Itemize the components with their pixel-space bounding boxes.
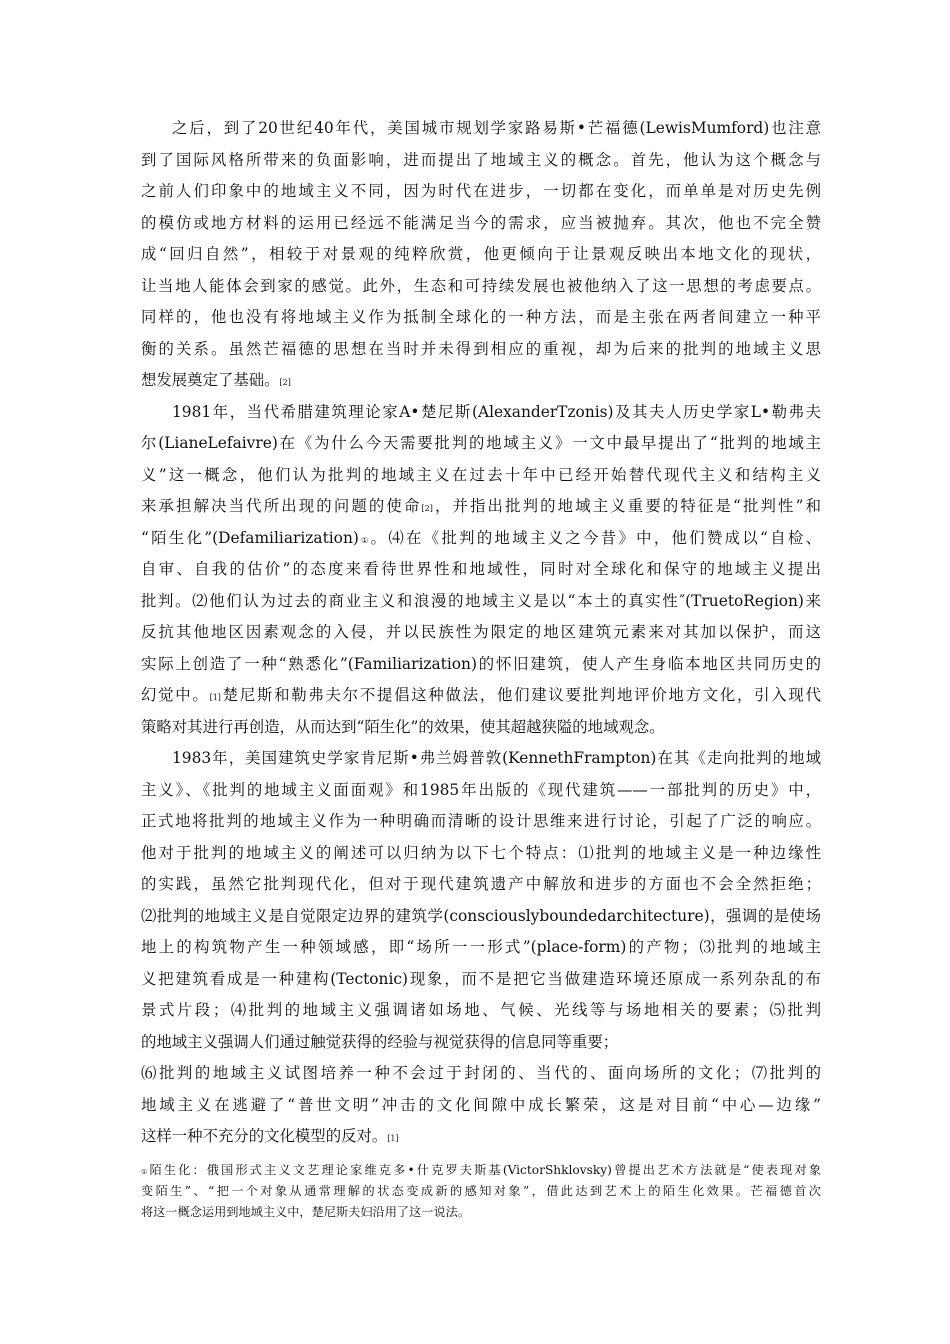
footnote-section xyxy=(141,1160,821,1223)
text-line: 让当地人能体会到家的感觉。此外，生态和可持续发展也被他纳入了这一思想的考虑要点。 xyxy=(141,276,821,295)
text-line: ⑵批判的地域主义是自觉限定边界的建筑学(consciouslyboundedarchitecture)，强调的是使场 xyxy=(141,906,821,925)
text-line: 自审、自我的估价”的态度来看待世界性和地域性，同时对全球化和保守的地域主义提出 xyxy=(141,560,821,578)
text-line: 景式片段；⑷批判的地域主义强调诸如场地、气候、光线等与场地相关的要素；⑸批判 xyxy=(141,1001,821,1019)
footnote-line: 将这一概念运用到地域主义中，楚尼斯夫妇沿用了这一说法。 xyxy=(141,1205,471,1219)
text-segment: 。⑷在《批判的地域主义之今昔》中，他们赞成以“自检、 xyxy=(370,528,822,547)
text-line: 的实践，虽然它批判现代化，但对于现代建筑遗产中解放和进步的方面也不会全然拒绝； xyxy=(141,875,821,893)
text-segment: 幻觉中。 xyxy=(141,686,210,704)
text-line: 尔(LianeLefaivre)在《为什么今天需要批判的地域主义》一文中最早提出了“批判的地域主 xyxy=(141,434,821,452)
footnote-mark: ① xyxy=(141,1168,150,1176)
text-line: 1983年，美国建筑史学家肯尼斯•弗兰姆普敦(KennethFrampton)在其《走向批判的地域 xyxy=(172,749,821,767)
text-segment: 这样一种不充分的文化模型的反对。 xyxy=(141,1127,388,1145)
text-segment: “陌生化”(Defamiliarization) xyxy=(141,528,359,547)
text-segment: ，并指出批判的地域主义重要的特征是“批判性”和 xyxy=(432,497,821,515)
footnote-line xyxy=(141,1160,821,1181)
text-line: 正式地将批判的地域主义作为一种明确而清晰的设计思维来进行讨论，引起了广泛的响应。 xyxy=(141,812,821,830)
text-line xyxy=(141,365,821,397)
text-line: 成“回归自然”，相较于对景观的纯粹欣赏，他更倾向于让景观反映出本地文化的现状， xyxy=(141,245,821,263)
paragraph-1 xyxy=(141,113,821,397)
paragraph-3 xyxy=(141,743,821,1153)
text-line: 1981年，当代希腊建筑理论家A•楚尼斯(AlexanderTzonis)及其夫人历史学家L•勒弗夫 xyxy=(172,402,821,421)
text-line: 策略对其进行再创造，从而达到“陌生化”的效果，使其超越狭隘的地域观念。 xyxy=(141,717,665,736)
text-line: 义”这一概念，他们认为批判的地域主义在过去十年中已经开始替代现代主义和结构主义 xyxy=(141,465,821,484)
text-line: 主义》、《批判的地域主义面面观》和1985年出版的《现代建筑——一部批判的历史》中， xyxy=(141,780,821,799)
text-line: 地域主义在逃避了“普世文明”冲击的文化间隙中成长繁荣，这是对目前“中心—边缘” xyxy=(141,1095,821,1114)
citation-ref: [1] xyxy=(387,1134,399,1143)
text-line: 到了国际风格所带来的负面影响，进而提出了地域主义的概念。首先，他认为这个概念与 xyxy=(141,150,821,169)
text-line: 衡的关系。虽然芒福德的思想在当时并未得到相应的重视，却为后来的批判的地域主义思 xyxy=(141,339,821,358)
text-segment: 来承担解决当代所出现的问题的使命 xyxy=(141,497,422,515)
text-line: 他对于批判的地域主义的阐述可以归纳为以下七个特点：⑴批判的地域主义是一种边缘性 xyxy=(141,843,821,862)
text-line xyxy=(141,523,821,555)
text-line xyxy=(141,680,821,712)
footnote-line: 变陌生”、“把一个对象从通常理解的状态变成新的感知对象”，借此达到艺术上的陌生化效果。芒福德首次 xyxy=(141,1184,821,1198)
text-line: 的模仿或地方材料的运用已经远不能满足当今的需求，应当被抛弃。其次，他也不完全赞 xyxy=(141,213,821,232)
paragraph-2 xyxy=(141,397,821,744)
text-line: ⑹批判的地域主义试图培养一种不会过于封闭的、当代的、面向场所的文化；⑺批判的 xyxy=(141,1064,821,1082)
citation-ref: [1] xyxy=(209,693,221,702)
text-line: 之后，到了20世纪40年代，美国城市规划学家路易斯•芒福德(LewisMumford)也注意 xyxy=(172,119,821,137)
citation-ref: [2] xyxy=(279,378,291,387)
citation-ref: [2] xyxy=(421,504,433,513)
text-line: 的地域主义强调人们通过触觉获得的经验与视觉获得的信息同等重要； xyxy=(141,1032,619,1051)
text-segment: 楚尼斯和勒弗夫尔不提倡这种做法，他们建议要批判地评价地方文化，引入现代 xyxy=(220,686,821,704)
text-line: 地上的构筑物产生一种领域感，即“场所一一形式”(place-form)的产物；⑶批判的地域主 xyxy=(141,938,821,956)
text-segment: 想发展奠定了基础。 xyxy=(141,371,280,389)
text-line xyxy=(141,1121,821,1153)
text-line: 实际上创造了一种“熟悉化”(Familiarization)的怀旧建筑，使人产生身临本地区共同历史的 xyxy=(141,654,821,673)
text-line: 反抗其他地区因素观念的入侵，并以民族性为限定的地区建筑元素来对其加以保护，而这 xyxy=(141,623,821,641)
text-line xyxy=(141,491,821,523)
text-line: 义把建筑看成是一种建构(Tectonic)现象，而不是把它当做建造环境还原成一系列杂乱的布 xyxy=(141,969,821,988)
footnote-mark: ① xyxy=(358,535,371,545)
text-line: 批判。⑵他们认为过去的商业主义和浪漫的地域主义是以“本土的真实性″(TruetoRegion)来 xyxy=(141,591,821,610)
footnote-text: 陌生化：俄国形式主义文艺理论家维克多•什克罗夫斯基(VictorShklovsky)曾提出艺术方法就是“使表现对象 xyxy=(149,1163,822,1177)
text-line: 同样的，他也没有将地域主义作为抵制全球化的一种方法，而是主张在两者间建立一种平 xyxy=(141,308,821,326)
body-text xyxy=(141,113,821,1153)
text-line: 之前人们印象中的地域主义不同，因为时代在进步，一切都在变化，而单单是对历史先例 xyxy=(141,182,821,200)
